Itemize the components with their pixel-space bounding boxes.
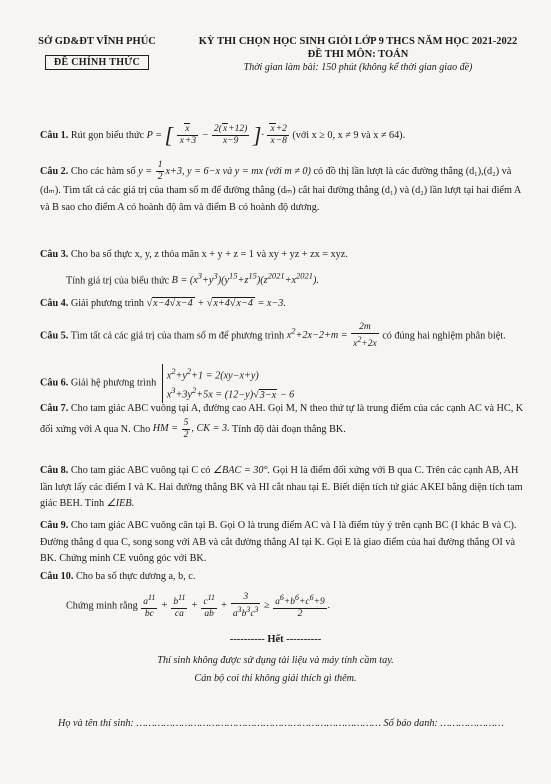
question-10-inequality: Chứng minh rằng $\frac{a^{11}}{bc}$ + $\frac{b^{11}}{ca}$ + $\frac{c^{11}}{ab}$ + $\frac{3}{a^3b^3c^3}$ ≥ $\frac{a^6+b^6+c^6+9}{2}$ .	[66, 592, 331, 620]
question-2-functions: y = $\frac{1}{2}$ x+3, y = 6−x và y = mx (với m ≠ 0)	[138, 160, 311, 182]
question-6-label: Câu 6.	[40, 377, 69, 389]
question-9	[40, 518, 526, 568]
question-1-text: Rút gọn biểu thức	[70, 129, 145, 141]
time-note: Thời gian làm bài: 150 phút (không kể thời gian giao đề)	[243, 62, 473, 73]
question-3	[40, 247, 526, 289]
question-3-text: Cho ba số thực x, y, z thỏa mãn x + y + z = 1 và xy + yz + zx = xyz.	[70, 249, 348, 260]
question-2	[40, 160, 526, 216]
question-10-text: Cho ba số thực dương a, b, c.	[75, 571, 196, 582]
question-7	[40, 401, 526, 441]
question-10-prove: Chứng minh rằng	[66, 600, 138, 612]
question-6-text: Giải hệ phương trình	[70, 377, 157, 389]
question-5-label: Câu 5.	[40, 330, 69, 342]
question-7-formula: HM = $\frac{5}{2}$ , CK = 3.	[152, 417, 230, 440]
question-4-label: Câu 4.	[40, 298, 69, 309]
candidate-info-line: Họ và tên thí sinh: ……………………………………………………………………… Số báo danh: …………………	[58, 718, 504, 729]
question-4	[40, 296, 526, 313]
question-10	[40, 569, 526, 586]
question-2-label: Câu 2.	[40, 165, 69, 177]
official-label: ĐỀ CHÍNH THỨC	[45, 55, 149, 70]
question-4-formula: √x−4√x−4 + √x+4√x−4 = x−3.	[146, 298, 286, 309]
question-1-label: Câu 1.	[40, 129, 69, 141]
question-1-condition: (với x ≥ 0, x ≠ 9 và x ≠ 64).	[292, 129, 406, 141]
question-9-text: Cho tam giác ABC vuông cân tại B. Gọi O là trung điểm AC và I là điểm tùy ý trên cạnh BC (I khác B và C). Đường thẳng d qua C, song song với AB và cắt đường thẳng AI tại K. Gọi E là giao điểm của hai đường thẳng OI và BK. Chứng minh CE vuông góc với BK.	[40, 520, 517, 564]
question-5	[40, 322, 526, 350]
question-4-text: Giải phương trình	[70, 298, 145, 309]
question-1-formula: P = [ $\frac{x}{x+3}$ − $\frac{2(x+12)}{x-9}$ ]· $\frac{x+2}{x-8}$	[146, 122, 287, 148]
question-8-angle: ∠BAC = 30°.	[212, 465, 271, 476]
question-10-label: Câu 10.	[40, 571, 74, 582]
department-name: SỞ GD&ĐT VĨNH PHÚC	[38, 36, 156, 47]
question-5-formula: $x^2+2x-2+m$ = $\frac{2m}{x^2+2x}$	[286, 322, 377, 350]
note-no-materials: Thí sinh không được sử dụng tài liệu và máy tính cầm tay.	[157, 655, 394, 666]
question-5-text-b: có đúng hai nghiệm phân biệt.	[382, 330, 506, 342]
question-8-text-b: Gọi H là điểm đối xứng với B qua C. Trên các cạnh AB, AH lần lượt lấy các điểm I và K. Hai đường thẳng BK và HI cắt nhau tại E. Biết diện tích tứ giác AKEI bằng diện tích tam giác BEH. Tính	[40, 465, 523, 509]
question-7-label: Câu 7.	[40, 403, 69, 414]
question-3-line2: Tính giá trị của biểu thức	[66, 274, 170, 286]
question-8-target: ∠IEB.	[106, 498, 135, 509]
question-6	[40, 364, 526, 403]
header-right	[178, 36, 538, 73]
question-2-text-a: Cho các hàm số	[70, 165, 136, 177]
question-7-text-a: Cho tam giác ABC vuông tại A, đường cao AH. Gọi M, N theo thứ tự là trung điểm của các cạnh AC và HC, K đối xứng với A qua N. Cho	[40, 403, 524, 435]
header-left	[22, 36, 172, 70]
question-7-text-b: Tính độ dài đoạn thẳng BK.	[232, 423, 346, 435]
note-no-explanation: Cán bộ coi thi không giải thích gì thêm.	[194, 673, 357, 684]
question-3-formula: $B = (x^3+y^3)(y^{15}+z^{15})(z^{2021}+x^{2021})$.	[171, 270, 319, 286]
question-8-text-a: Cho tam giác ABC vuông tại C có	[70, 465, 211, 476]
question-8	[40, 463, 526, 513]
exam-title: KỲ THI CHỌN HỌC SINH GIỎI LỚP 9 THCS NĂM HỌC 2021-2022	[198, 36, 518, 47]
question-2-text-b: có đồ thị lần lượt là các đường thẳng (d₁),(d₂) và (dₘ). Tìm tất cả các giá trị của tham số m để đường thẳng (dₘ) cắt hai đường thẳng (d₁) và (d₂) lần lượt tại hai điểm A và B sao cho điểm A có hoành độ âm và điểm B có hoành độ dương.	[40, 165, 521, 213]
end-mark: ---------- Hết ----------	[229, 634, 322, 645]
exam-subject: ĐỀ THI MÔN: TOÁN	[307, 49, 409, 60]
question-3-label: Câu 3.	[40, 249, 69, 260]
question-6-system: $x^2+y^2+1 = 2(xy-x+y)$ $x^3+3y^2+5x = (12-y)√3-x - 6$	[162, 364, 295, 403]
question-5-text-a: Tìm tất cả các giá trị của tham số m để phương trình	[70, 330, 285, 342]
question-1	[40, 124, 526, 147]
question-8-label: Câu 8.	[40, 465, 69, 476]
question-9-label: Câu 9.	[40, 520, 69, 531]
